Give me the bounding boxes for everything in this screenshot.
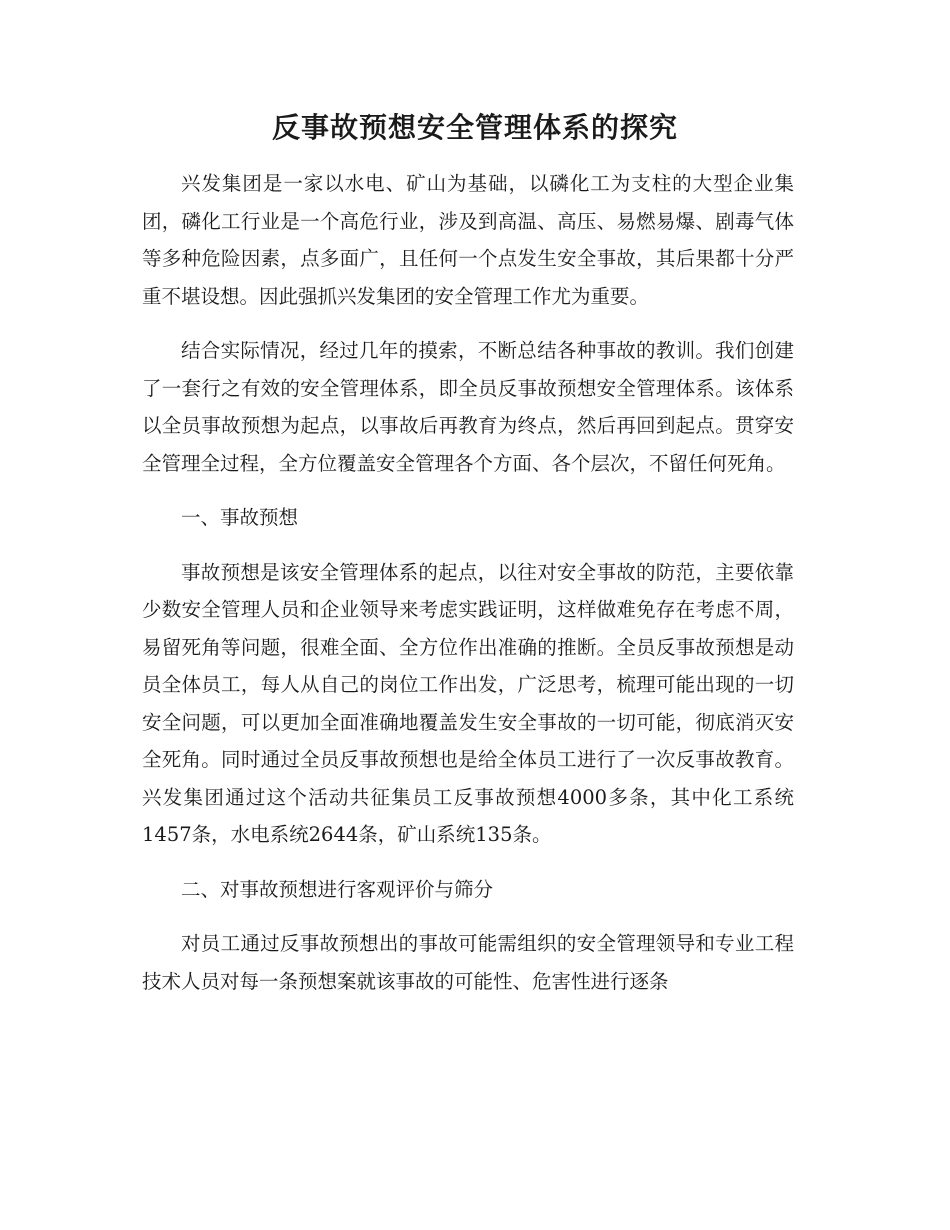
section-paragraph-evaluation: 对员工通过反事故预想出的事故可能需组织的安全管理领导和专业工程技术人员对每一条预想案就该事故的可能性、危害性进行逐条 (142, 932, 794, 993)
document-title: 反事故预想安全管理体系的探究 (271, 111, 678, 144)
intro-paragraph-1: 兴发集团是一家以水电、矿山为基础，以磷化工为支柱的大型企业集团，磷化工行业是一个高危行业，涉及到高温、高压、易燃易爆、剧毒气体等多种危险因素，点多面广，且任何一个点发生安全事故，其后果都十分严重不堪设想。因此强抓兴发集团的安全管理工作尤为重要。 (142, 172, 794, 308)
document-body (142, 165, 794, 1017)
section-heading-evaluation: 二、对事故预想进行客观评价与筛分 (181, 877, 494, 901)
intro-paragraph-2: 结合实际情况，经过几年的摸索，不断总结各种事故的教训。我们创建了一套行之有效的安全管理体系，即全员反事故预想安全管理体系。该体系以全员事故预想为起点，以事故后再教育为终点，然后再回到起点。贯穿安全管理全过程，全方位覆盖安全管理各个方面、各个层次，不留任何死角。 (142, 339, 794, 475)
section-heading-accident-anticipation: 一、事故预想 (181, 506, 299, 529)
section-paragraph-accident-anticipation: 事故预想是该安全管理体系的起点，以往对安全事故的防范，主要依靠少数安全管理人员和企业领导来考虑实践证明，这样做难免存在考虑不周，易留死角等问题，很难全面、全方位作出准确的推断。全员反事故预想是动员全体员工，每人从自己的岗位工作出发，广泛思考，梳理可能出现的一切安全问题，可以更加全面准确地覆盖发生安全事故的一切可能，彻底消灭安全死角。同时通过全员反事故预想也是给全体员工进行了一次反事故教育。兴发集团通过这个活动共征集员工反事故预想4000多条，其中化工系统1457条，水电系统2644条，矿山系统135条。 (142, 560, 794, 846)
